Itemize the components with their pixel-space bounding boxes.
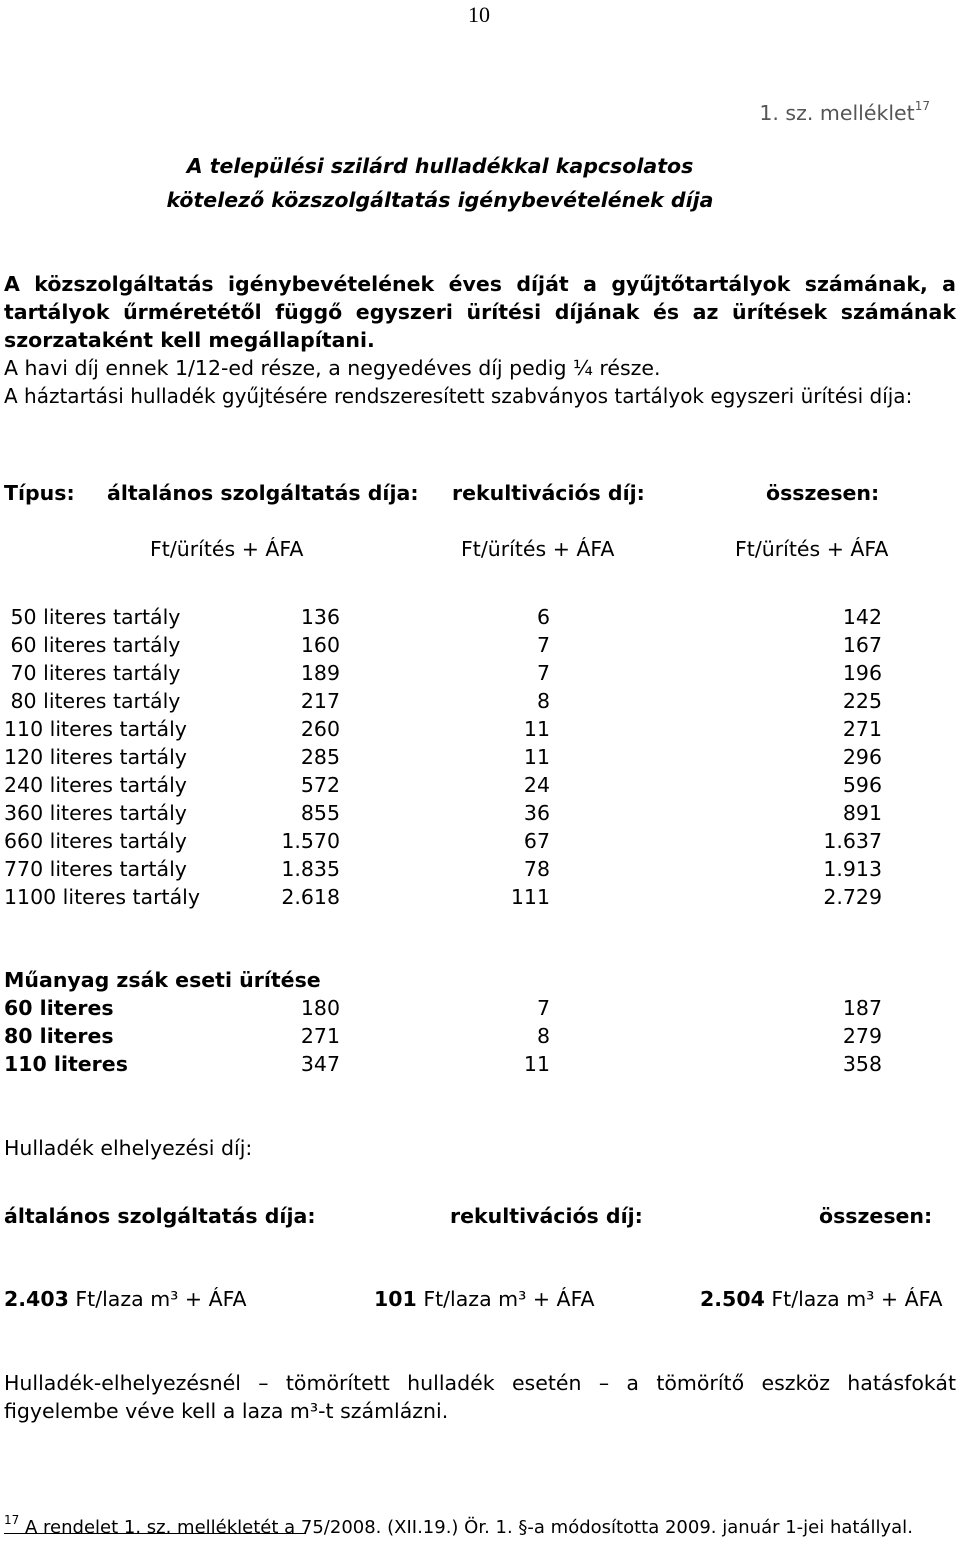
intro-line-1: A közszolgáltatás igénybevételének éves díját a gyűjtőtartályok számának, a	[4, 272, 956, 296]
row-type: 1100 literes tartály	[4, 885, 200, 909]
disposal-value-total-num: 2.504	[700, 1287, 765, 1311]
bag-general: 271	[300, 1024, 340, 1048]
disposal-value-recult-num: 101	[374, 1287, 417, 1311]
row-total: 271	[842, 717, 882, 741]
bag-recult: 7	[536, 996, 550, 1020]
row-type: 110 literes tartály	[4, 717, 187, 741]
bag-general: 180	[300, 996, 340, 1020]
disposal-value-general-unit: Ft/laza m³ + ÁFA	[68, 1287, 247, 1311]
disposal-value-recult-unit: Ft/laza m³ + ÁFA	[416, 1287, 595, 1311]
intro-line-3: szorzataként kell megállapítani.	[4, 328, 375, 352]
row-type: 120 literes tartály	[4, 745, 187, 769]
bag-total: 187	[842, 996, 882, 1020]
disposal-note-line-2: figyelembe véve kell a laza m³-t számlázni.	[4, 1399, 449, 1423]
annex-footnote-ref: 17	[914, 99, 930, 113]
disposal-title: Hulladék elhelyezési díj:	[4, 1136, 253, 1160]
row-type: 50 literes tartály	[4, 605, 181, 629]
row-recult: 11	[523, 717, 550, 741]
header-recult: rekultivációs díj:	[452, 481, 645, 505]
bag-type: 60 literes	[4, 996, 114, 1020]
disposal-value-total	[700, 1287, 943, 1311]
row-type: 70 literes tartály	[4, 661, 181, 685]
title-line-2: kötelező közszolgáltatás igénybevételének díja	[166, 188, 714, 212]
footnote	[4, 1513, 913, 1538]
row-type: 660 literes tartály	[4, 829, 187, 853]
row-type: 240 literes tartály	[4, 773, 187, 797]
header-type: Típus:	[4, 481, 75, 505]
row-general: 1.835	[281, 857, 340, 881]
bag-type: 80 literes	[4, 1024, 114, 1048]
header-general: általános szolgáltatás díja:	[107, 481, 419, 505]
disposal-value-total-unit: Ft/laza m³ + ÁFA	[764, 1287, 943, 1311]
title-line-1: A települési szilárd hulladékkal kapcsolatos	[186, 154, 694, 178]
row-general: 160	[300, 633, 340, 657]
bag-total: 358	[842, 1052, 882, 1076]
row-type: 360 literes tartály	[4, 801, 187, 825]
row-recult: 78	[523, 857, 550, 881]
row-type: 60 literes tartály	[4, 633, 181, 657]
row-recult: 24	[523, 773, 550, 797]
footnote-mark: 17	[4, 1513, 20, 1527]
row-general: 260	[300, 717, 340, 741]
row-total: 142	[842, 605, 882, 629]
bag-type: 110 literes	[4, 1052, 128, 1076]
row-general: 572	[300, 773, 340, 797]
row-recult: 11	[523, 745, 550, 769]
bag-total: 279	[842, 1024, 882, 1048]
disposal-value-general-num: 2.403	[4, 1287, 69, 1311]
row-type: 770 literes tartály	[4, 857, 187, 881]
unit-general: Ft/ürítés + ÁFA	[150, 537, 304, 561]
row-total: 167	[842, 633, 882, 657]
disposal-header-recult: rekultivációs díj:	[450, 1204, 643, 1228]
row-total: 2.729	[823, 885, 882, 909]
unit-total: Ft/ürítés + ÁFA	[735, 537, 889, 561]
disposal-note-line-1: Hulladék-elhelyezésnél – tömörített hulladék esetén – a tömörítő eszköz hatásfokát	[4, 1371, 956, 1395]
intro-line-4: A havi díj ennek 1/12-ed része, a negyedéves díj pedig ¼ része.	[4, 356, 661, 380]
row-total: 296	[842, 745, 882, 769]
row-recult: 6	[536, 605, 550, 629]
disposal-value-recult	[374, 1287, 595, 1311]
annex-label-text: 1. sz. melléklet	[759, 101, 915, 125]
row-general: 285	[300, 745, 340, 769]
row-general: 136	[300, 605, 340, 629]
row-total: 196	[842, 661, 882, 685]
row-general: 855	[300, 801, 340, 825]
row-general: 189	[300, 661, 340, 685]
disposal-header-general: általános szolgáltatás díja:	[4, 1204, 316, 1228]
footnote-text: A rendelet 1. sz. mellékletét a 75/2008. (XII.19.) Ör. 1. §-a módosította 2009. január 1-jei hatállyal.	[19, 1517, 913, 1538]
row-total: 1.913	[823, 857, 882, 881]
row-general: 217	[300, 689, 340, 713]
row-total: 225	[842, 689, 882, 713]
row-total: 1.637	[823, 829, 882, 853]
row-recult: 7	[536, 633, 550, 657]
row-recult: 36	[523, 801, 550, 825]
row-general: 1.570	[281, 829, 340, 853]
bag-recult: 11	[523, 1052, 550, 1076]
row-recult: 7	[536, 661, 550, 685]
page-number: 10	[468, 2, 490, 27]
intro-line-2: tartályok űrméretétől függő egyszeri ürítési díjának és az ürítések számának	[4, 300, 956, 324]
row-general: 2.618	[281, 885, 340, 909]
disposal-header-total: összesen:	[819, 1204, 933, 1228]
row-recult: 67	[523, 829, 550, 853]
annex-label	[759, 101, 930, 125]
unit-recult: Ft/ürítés + ÁFA	[461, 537, 615, 561]
row-total: 596	[842, 773, 882, 797]
disposal-value-general	[4, 1287, 247, 1311]
bag-recult: 8	[536, 1024, 550, 1048]
intro-line-5: A háztartási hulladék gyűjtésére rendszeresített szabványos tartályok egyszeri ürítési díja:	[4, 384, 913, 408]
bag-general: 347	[300, 1052, 340, 1076]
header-total: összesen:	[766, 481, 880, 505]
row-type: 80 literes tartály	[4, 689, 181, 713]
row-total: 891	[842, 801, 882, 825]
bags-title: Műanyag zsák eseti ürítése	[4, 968, 321, 992]
row-recult: 8	[536, 689, 550, 713]
row-recult: 111	[510, 885, 550, 909]
